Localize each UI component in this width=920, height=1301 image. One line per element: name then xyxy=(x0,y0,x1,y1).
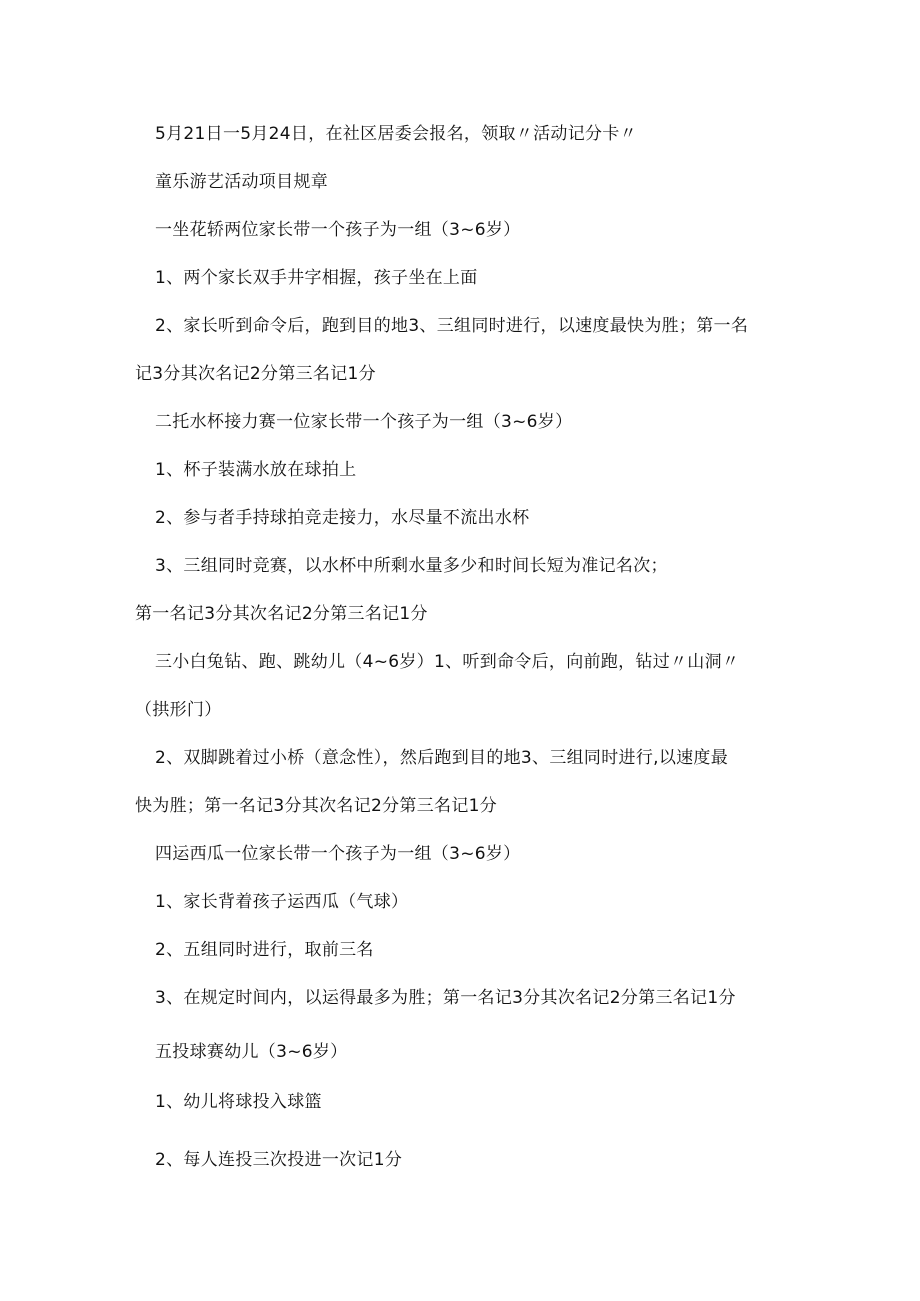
event-3-heading: 三小白兔钻、跑、跳幼儿（4~6岁）1、听到命令后，向前跑，钻过〃山洞〃 xyxy=(155,652,740,672)
event-5-rule-1: 1、幼儿将球投入球篮 xyxy=(155,1092,322,1112)
event-4-heading: 四运西瓜一位家长带一个孩子为一组（3~6岁） xyxy=(155,844,521,864)
event-4-rule-1: 1、家长背着孩子运西瓜（气球） xyxy=(155,892,409,912)
event-1-heading: 一坐花轿两位家长带一个孩子为一组（3~6岁） xyxy=(155,220,521,240)
event-4-rule-2: 2、五组同时进行，取前三名 xyxy=(155,940,374,960)
event-1-rule-2-cont: 记3分其次名记2分第三名记1分 xyxy=(135,364,376,384)
event-4-rule-3: 3、在规定时间内，以运得最多为胜；第一名记3分其次名记2分第三名记1分 xyxy=(155,988,736,1008)
event-5-heading: 五投球赛幼儿（3~6岁） xyxy=(155,1042,348,1062)
event-5-rule-2: 2、每人连投三次投进一次记1分 xyxy=(155,1150,403,1170)
registration-line: 5月21日一5月24日，在社区居委会报名，领取〃活动记分卡〃 xyxy=(155,124,637,144)
event-2-rule-1: 1、杯子装满水放在球拍上 xyxy=(155,460,357,480)
event-2-rule-2: 2、参与者手持球拍竞走接力，水尽量不流出水杯 xyxy=(155,508,530,528)
event-2-rule-3: 3、三组同时竞赛，以水杯中所剩水量多少和时间长短为准记名次； xyxy=(155,556,668,576)
event-3-heading-cont: （拱形门） xyxy=(135,700,222,720)
event-2-rule-3-cont: 第一名记3分其次名记2分第三名记1分 xyxy=(135,604,428,624)
event-2-heading: 二托水杯接力赛一位家长带一个孩子为一组（3~6岁） xyxy=(155,412,573,432)
event-3-rule-2: 2、双脚跳着过小桥（意念性），然后跑到目的地3、三组同时进行,以速度最 xyxy=(155,748,729,768)
event-1-rule-2: 2、家长听到命令后，跑到目的地3、三组同时进行，以速度最快为胜；第一名 xyxy=(155,316,749,336)
event-1-rule-1: 1、两个家长双手井字相握，孩子坐在上面 xyxy=(155,268,478,288)
event-3-rule-2-cont: 快为胜；第一名记3分其次名记2分第三名记1分 xyxy=(135,796,498,816)
document-title: 童乐游艺活动项目规章 xyxy=(155,172,328,192)
